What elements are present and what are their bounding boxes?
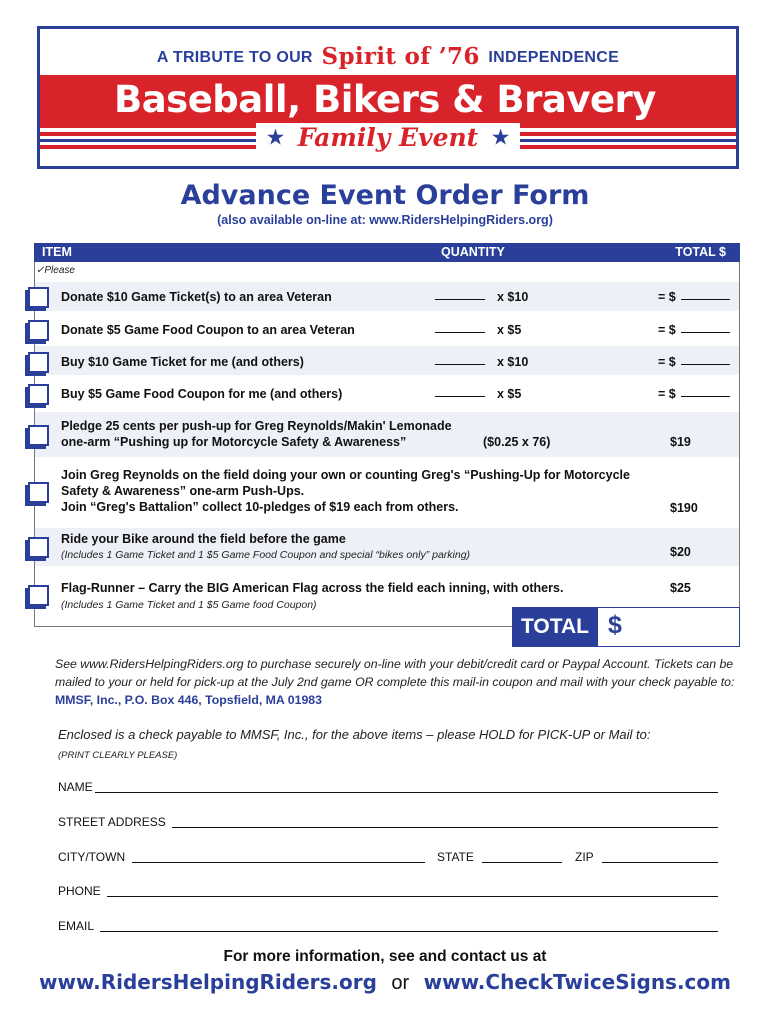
zip-field[interactable] — [602, 862, 718, 863]
battalion-line-1: Join Greg Reynolds on the field doing your own or counting Greg's “Pushing-Up for Motorcycle — [61, 468, 630, 482]
form-title: Advance Event Order Form — [180, 180, 590, 211]
check-twice-signs-link[interactable]: www.CheckTwiceSigns.com — [423, 970, 731, 994]
row-total-field[interactable] — [681, 364, 730, 365]
enclosed-note: Enclosed is a check payable to MMSF, Inc., for the above items – please HOLD for PICK-UP or Mail to: — [58, 727, 651, 742]
header-total: TOTAL $ — [675, 245, 726, 259]
row-label: Donate $10 Game Ticket(s) to an area Veteran — [61, 290, 332, 304]
email-label: EMAIL — [58, 919, 95, 933]
battalion-line-3: Join “Greg's Battalion” collect 10-pledges of $19 each from others. — [61, 500, 459, 514]
donate-coupon-checkbox[interactable] — [28, 320, 49, 341]
row-unit-price: x $10 — [497, 290, 529, 304]
row-total-prefix: = $ — [658, 387, 676, 401]
quantity-field[interactable] — [435, 396, 485, 397]
star-icon: ★ — [265, 124, 286, 150]
form-subtitle: (also available on-line at: www.RidersHelpingRiders.org) — [217, 213, 553, 227]
street-label: STREET ADDRESS — [58, 815, 166, 829]
header-quantity: QUANTITY — [441, 245, 505, 259]
please-check-label: ✓Please — [36, 265, 75, 276]
ride-price: $20 — [670, 545, 691, 559]
name-label: NAME — [58, 780, 93, 794]
tribute-right: INDEPENDENCE — [488, 49, 620, 66]
buy-coupon-checkbox[interactable] — [28, 384, 49, 405]
battalion-price: $190 — [670, 501, 698, 515]
flag-label: Flag-Runner – Carry the BIG American Flag across the field each inning, with others. — [61, 581, 564, 595]
city-label: CITY/TOWN — [58, 850, 126, 864]
state-field[interactable] — [482, 862, 562, 863]
contact-links — [0, 970, 770, 995]
flag-note: (Includes 1 Game Ticket and 1 $5 Game food Coupon) — [61, 599, 317, 611]
zip-label: ZIP — [575, 850, 594, 864]
email-field[interactable] — [100, 931, 718, 932]
star-icon: ★ — [490, 124, 511, 150]
pledge-calc: ($0.25 x 76) — [483, 435, 551, 449]
row-total-prefix: = $ — [658, 323, 676, 337]
quantity-field[interactable] — [435, 332, 485, 333]
banner-title: Baseball, Bikers & Bravery — [114, 78, 656, 121]
buy-ticket-checkbox[interactable] — [28, 352, 49, 373]
purchase-info — [55, 655, 735, 709]
row-label: Buy $5 Game Food Coupon for me (and others) — [61, 387, 343, 401]
event-banner — [37, 26, 739, 169]
ride-label: Ride your Bike around the field before the game — [61, 532, 346, 546]
header-item: ITEM — [42, 245, 72, 259]
row-total-field[interactable] — [681, 332, 730, 333]
state-label: STATE — [437, 850, 474, 864]
battalion-line-2: Safety & Awareness” one-arm Push-Ups. — [61, 484, 305, 498]
tribute-left: A TRIBUTE TO OUR — [156, 49, 313, 66]
pledge-price: $19 — [670, 435, 691, 449]
pledge-checkbox[interactable] — [28, 425, 49, 446]
city-field[interactable] — [132, 862, 425, 863]
flag-price: $25 — [670, 581, 691, 595]
quantity-field[interactable] — [435, 299, 485, 300]
print-clearly-note: (PRINT CLEARLY PLEASE) — [58, 750, 178, 761]
row-total-prefix: = $ — [658, 290, 676, 304]
purchase-info-text: See www.RidersHelpingRiders.org to purchase securely on-line with your debit/credit card or Paypal Account. Tickets can be mailed to your or held for pick-up at the July 2nd game OR complete this mail-in coupon and mail with your check payable to: — [55, 657, 735, 689]
pledge-line-2: one-arm “Pushing up for Motorcycle Safety & Awareness” — [61, 435, 407, 449]
riders-helping-riders-link[interactable]: www.RidersHelpingRiders.org — [38, 970, 377, 994]
row-label: Buy $10 Game Ticket for me (and others) — [61, 355, 304, 369]
ride-note: (Includes 1 Game Ticket and 1 $5 Game Food Coupon and special “bikes only” parking) — [61, 549, 471, 561]
row-unit-price: x $10 — [497, 355, 529, 369]
total-label: TOTAL — [512, 607, 598, 647]
payee-address: MMSF, Inc., P.O. Box 446, Topsfield, MA 01983 — [55, 693, 322, 707]
family-event-row — [40, 123, 736, 153]
street-field[interactable] — [172, 827, 718, 828]
table-header — [34, 243, 740, 262]
tribute-line — [40, 43, 736, 70]
or-separator: or — [391, 972, 410, 994]
row-unit-price: x $5 — [497, 387, 522, 401]
name-field[interactable] — [95, 792, 718, 793]
spirit-of-76: Spirit of ’76 — [321, 43, 480, 70]
row-label: Donate $5 Game Food Coupon to an area Veteran — [61, 323, 355, 337]
more-info-text: For more information, see and contact us at — [223, 948, 547, 965]
row-total-prefix: = $ — [658, 355, 676, 369]
phone-field[interactable] — [107, 896, 718, 897]
flag-runner-checkbox[interactable] — [28, 585, 49, 606]
phone-label: PHONE — [58, 884, 101, 898]
row-total-field[interactable] — [681, 396, 730, 397]
pledge-line-1: Pledge 25 cents per push-up for Greg Reynolds/Makin' Lemonade — [61, 419, 452, 433]
quantity-field[interactable] — [435, 364, 485, 365]
family-event-label: Family Event — [297, 123, 479, 152]
row-unit-price: x $5 — [497, 323, 522, 337]
total-dollar-sign: $ — [608, 611, 622, 639]
battalion-checkbox[interactable] — [28, 482, 49, 503]
donate-ticket-checkbox[interactable] — [28, 287, 49, 308]
ride-checkbox[interactable] — [28, 537, 49, 558]
row-total-field[interactable] — [681, 299, 730, 300]
